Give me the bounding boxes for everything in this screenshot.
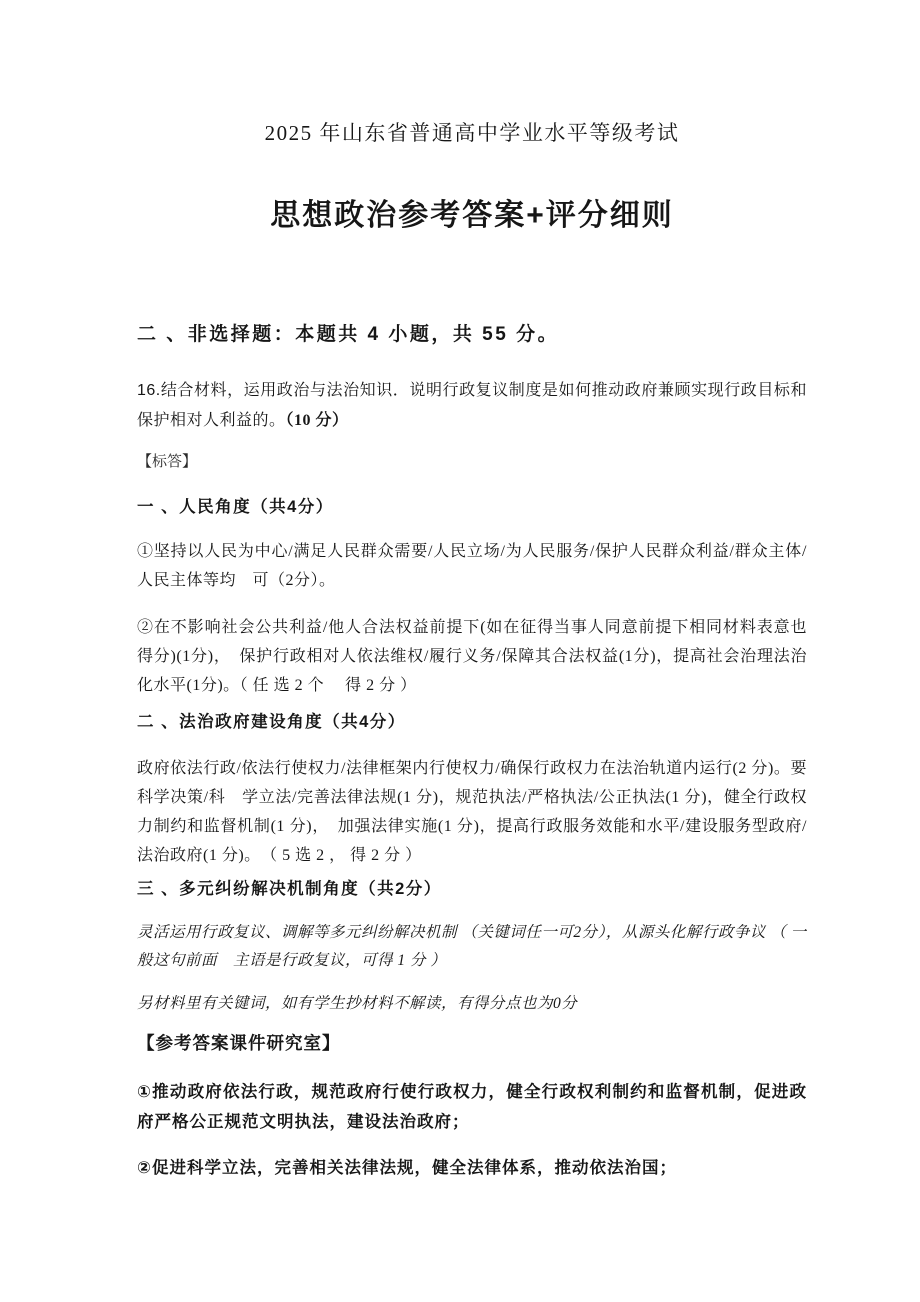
- reference-point2: ②促进科学立法，完善相关法律法规，健全法律体系，推动依法治国；: [137, 1159, 677, 1177]
- exam-title: 2025 年山东省普通高中学业水平等级考试: [264, 121, 680, 145]
- question-16-score: （10 分）: [285, 412, 349, 429]
- grading-note: 另材料里有关键词，如有学生抄材料不解读，有得分点也为0分: [137, 995, 578, 1012]
- part2-heading-law-government-angle: 二 、法治政府建设角度（共4分）: [137, 713, 406, 731]
- part2-body: 政府依法行政/依法行使权力/法律框架内行使权力/确保行政权力在法治轨道内运行(2 分)。要科学决策/科 学立法/完善法律法规(1 分)，规范执法/严格执法/公正执法(1 分)，健全行政权力制约和监督机制(1 分)， 加强法律实施(1 分)，提高行政服务效能和水平/建设服务型政府/法治政府(1 分)。 （ 5 选 2 ， 得 2 分 ）: [137, 760, 807, 864]
- question-16: [137, 376, 807, 436]
- part1-heading-people-angle: 一 、人民角度（共4分）: [137, 498, 334, 516]
- reference-answer-heading: 【参考答案课件研究室】: [137, 1033, 341, 1053]
- question-16-text: 16.结合材料，运用政治与法治知识．说明行政复议制度是如何推动政府兼顾实现行政目标和保护相对人利益的。: [137, 382, 807, 429]
- answer-key-subtitle: 思想政治参考答案+评分细则: [270, 199, 674, 232]
- reference-point1: ①推动政府依法行政，规范政府行使行政权力，健全行政权利制约和监督机制，促进政府严格公正规范文明执法，建设法治政府；: [137, 1083, 807, 1131]
- standard-answer-label: 【标答】: [137, 454, 198, 470]
- section-heading-non-choice: 二 、非选择题：本题共 4 小题，共 55 分。: [137, 324, 560, 345]
- part1-point1: ①坚持以人民为中心/满足人民群众需要/人民立场/为人民服务/保护人民群众利益/群众主体/人民主体等均 可（2分）。: [137, 543, 807, 589]
- part3-heading-dispute-resolution-angle: 三 、多元纠纷解决机制角度（共2分）: [137, 880, 442, 898]
- document-content: [137, 0, 807, 1183]
- part3-body: 灵活运用行政复议、调解等多元纠纷解决机制 （关键词任一可2分），从源头化解行政争议 （ 一般这句前面 主语是行政复议，可得 1 分 ）: [137, 924, 807, 969]
- part1-point2: ②在不影响社会公共利益/他人合法权益前提下(如在征得当事人同意前提下相同材料表意也得分)(1分)， 保护行政相对人依法维权/履行义务/保障其合法权益(1分)，提高社会治理法治化水平(1分)。（ 任 选 2 个 得 2 分 ）: [137, 619, 807, 694]
